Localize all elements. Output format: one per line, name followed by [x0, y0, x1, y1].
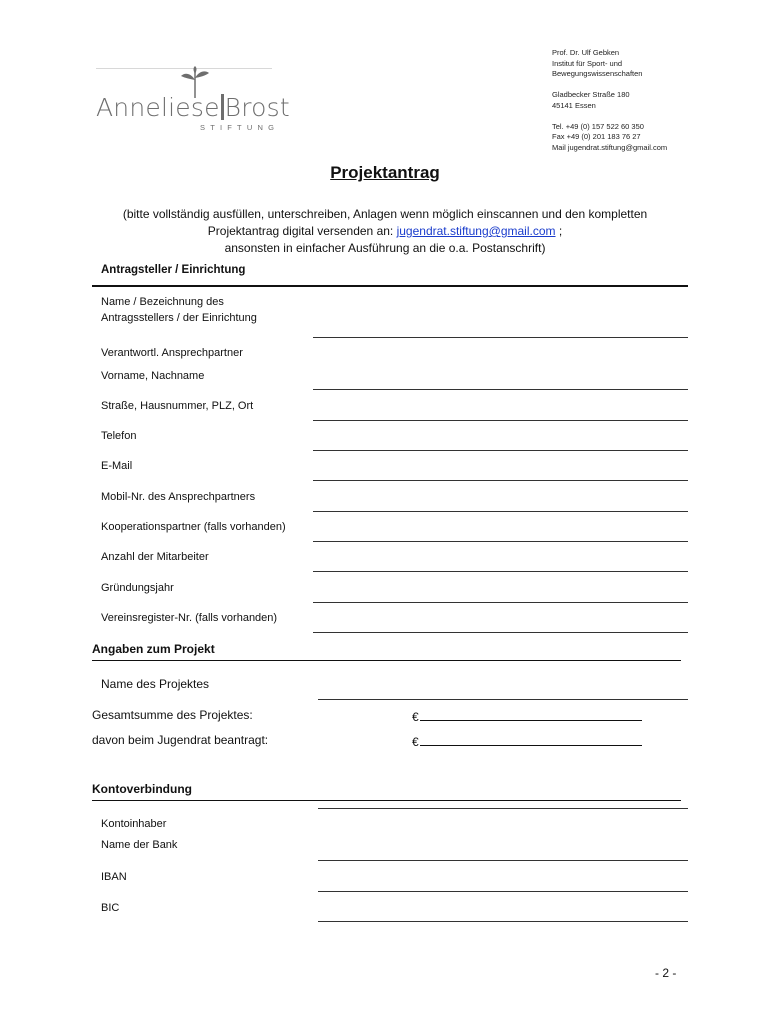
project-section-rule [92, 660, 681, 661]
address-line: Bewegungswissenschaften [552, 69, 643, 78]
applicant-field-label: E-Mail [101, 460, 133, 472]
requested-amount-line[interactable] [420, 733, 642, 746]
applicant-field-input[interactable] [313, 632, 688, 633]
applicant-field-input[interactable] [313, 450, 688, 451]
intro-line-2-prefix: Projektantrag digital versenden an: [207, 224, 397, 238]
bank-section-heading: Kontoverbindung [92, 782, 192, 796]
logo-stem [221, 94, 224, 120]
logo-wordmark [96, 93, 290, 122]
requested-amount-label: davon beim Jugendrat beantragt: [92, 733, 269, 747]
address-line: Institut für Sport- und [552, 58, 623, 68]
applicant-field-label: Anzahl der Mitarbeiter [101, 551, 209, 563]
intro-line-2 [0, 224, 770, 238]
account-holder-label: Kontoinhaber [101, 818, 167, 830]
applicant-field-input[interactable] [313, 511, 688, 512]
applicant-name-label-2: Antragsstellers / der Einrichtung [101, 312, 257, 324]
requested-amount-field[interactable] [412, 733, 642, 749]
address-line: Fax +49 (0) 201 183 76 27 [552, 132, 641, 141]
address-line: Gladbecker Straße 180 [552, 90, 630, 99]
contact-person-heading: Verantwortl. Ansprechpartner [101, 347, 243, 359]
applicant-field-label: Vorname, Nachname [101, 370, 205, 382]
bank-name-label: Name der Bank [101, 839, 178, 851]
applicant-field-label: Straße, Hausnummer, PLZ, Ort [101, 400, 254, 412]
applicant-field-label: Kooperationspartner (falls vorhanden) [101, 521, 286, 533]
applicant-field-input[interactable] [313, 389, 688, 390]
project-section-heading: Angaben zum Projekt [92, 642, 215, 656]
project-name-field[interactable] [318, 699, 688, 700]
applicant-name-label-1: Name / Bezeichnung des [101, 296, 224, 308]
contact-email-link[interactable]: jugendrat.stiftung@gmail.com [396, 224, 556, 238]
applicant-name-field[interactable] [313, 337, 688, 338]
applicant-field-label: Telefon [101, 430, 137, 442]
applicant-field-label: Gründungsjahr [101, 582, 174, 594]
bank-top-line [318, 808, 688, 809]
applicant-section-heading: Antragsteller / Einrichtung [101, 264, 246, 276]
logo-name-right: Brost [224, 93, 290, 122]
applicant-field-input[interactable] [313, 571, 688, 572]
project-name-label: Name des Projektes [101, 677, 210, 691]
total-amount-label: Gesamtsumme des Projektes: [92, 708, 253, 722]
applicant-field-input[interactable] [313, 420, 688, 421]
applicant-field-input[interactable] [313, 541, 688, 542]
bank-section-rule [92, 800, 681, 801]
iban-label: IBAN [101, 871, 127, 883]
page-number: - 2 - [655, 966, 677, 980]
intro-line-2-suffix: ; [555, 224, 563, 238]
currency-symbol: € [412, 710, 419, 724]
applicant-section-rule [92, 285, 688, 287]
address-line: Prof. Dr. Ulf Gebken [552, 48, 620, 57]
total-amount-field[interactable] [412, 708, 642, 724]
page-title: Projektantrag [330, 163, 440, 182]
currency-symbol: € [412, 735, 419, 749]
applicant-field-label: Mobil-Nr. des Ansprechpartners [101, 491, 256, 503]
bic-label: BIC [101, 902, 120, 914]
bank-name-field[interactable] [318, 860, 688, 861]
iban-field[interactable] [318, 891, 688, 892]
logo-subtitle: STIFTUNG [200, 123, 280, 132]
address-line: 45141 Essen [552, 100, 596, 110]
address-line[interactable]: Mail jugendrat.stiftung@gmail.com [552, 142, 668, 152]
bic-field[interactable] [318, 921, 688, 922]
intro-line-3: ansonsten in einfacher Ausführung an die o.a. Postanschrift) [224, 241, 546, 255]
address-line: Tel. +49 (0) 157 522 60 350 [552, 121, 644, 131]
applicant-field-label: Vereinsregister-Nr. (falls vorhanden) [101, 612, 278, 624]
intro-line-1: (bitte vollständig ausfüllen, unterschreiben, Anlagen wenn möglich einscannen und den kompletten [122, 207, 648, 221]
applicant-field-input[interactable] [313, 480, 688, 481]
total-amount-line[interactable] [420, 708, 642, 721]
applicant-field-input[interactable] [313, 602, 688, 603]
logo-name-left: Anneliese [96, 93, 220, 122]
